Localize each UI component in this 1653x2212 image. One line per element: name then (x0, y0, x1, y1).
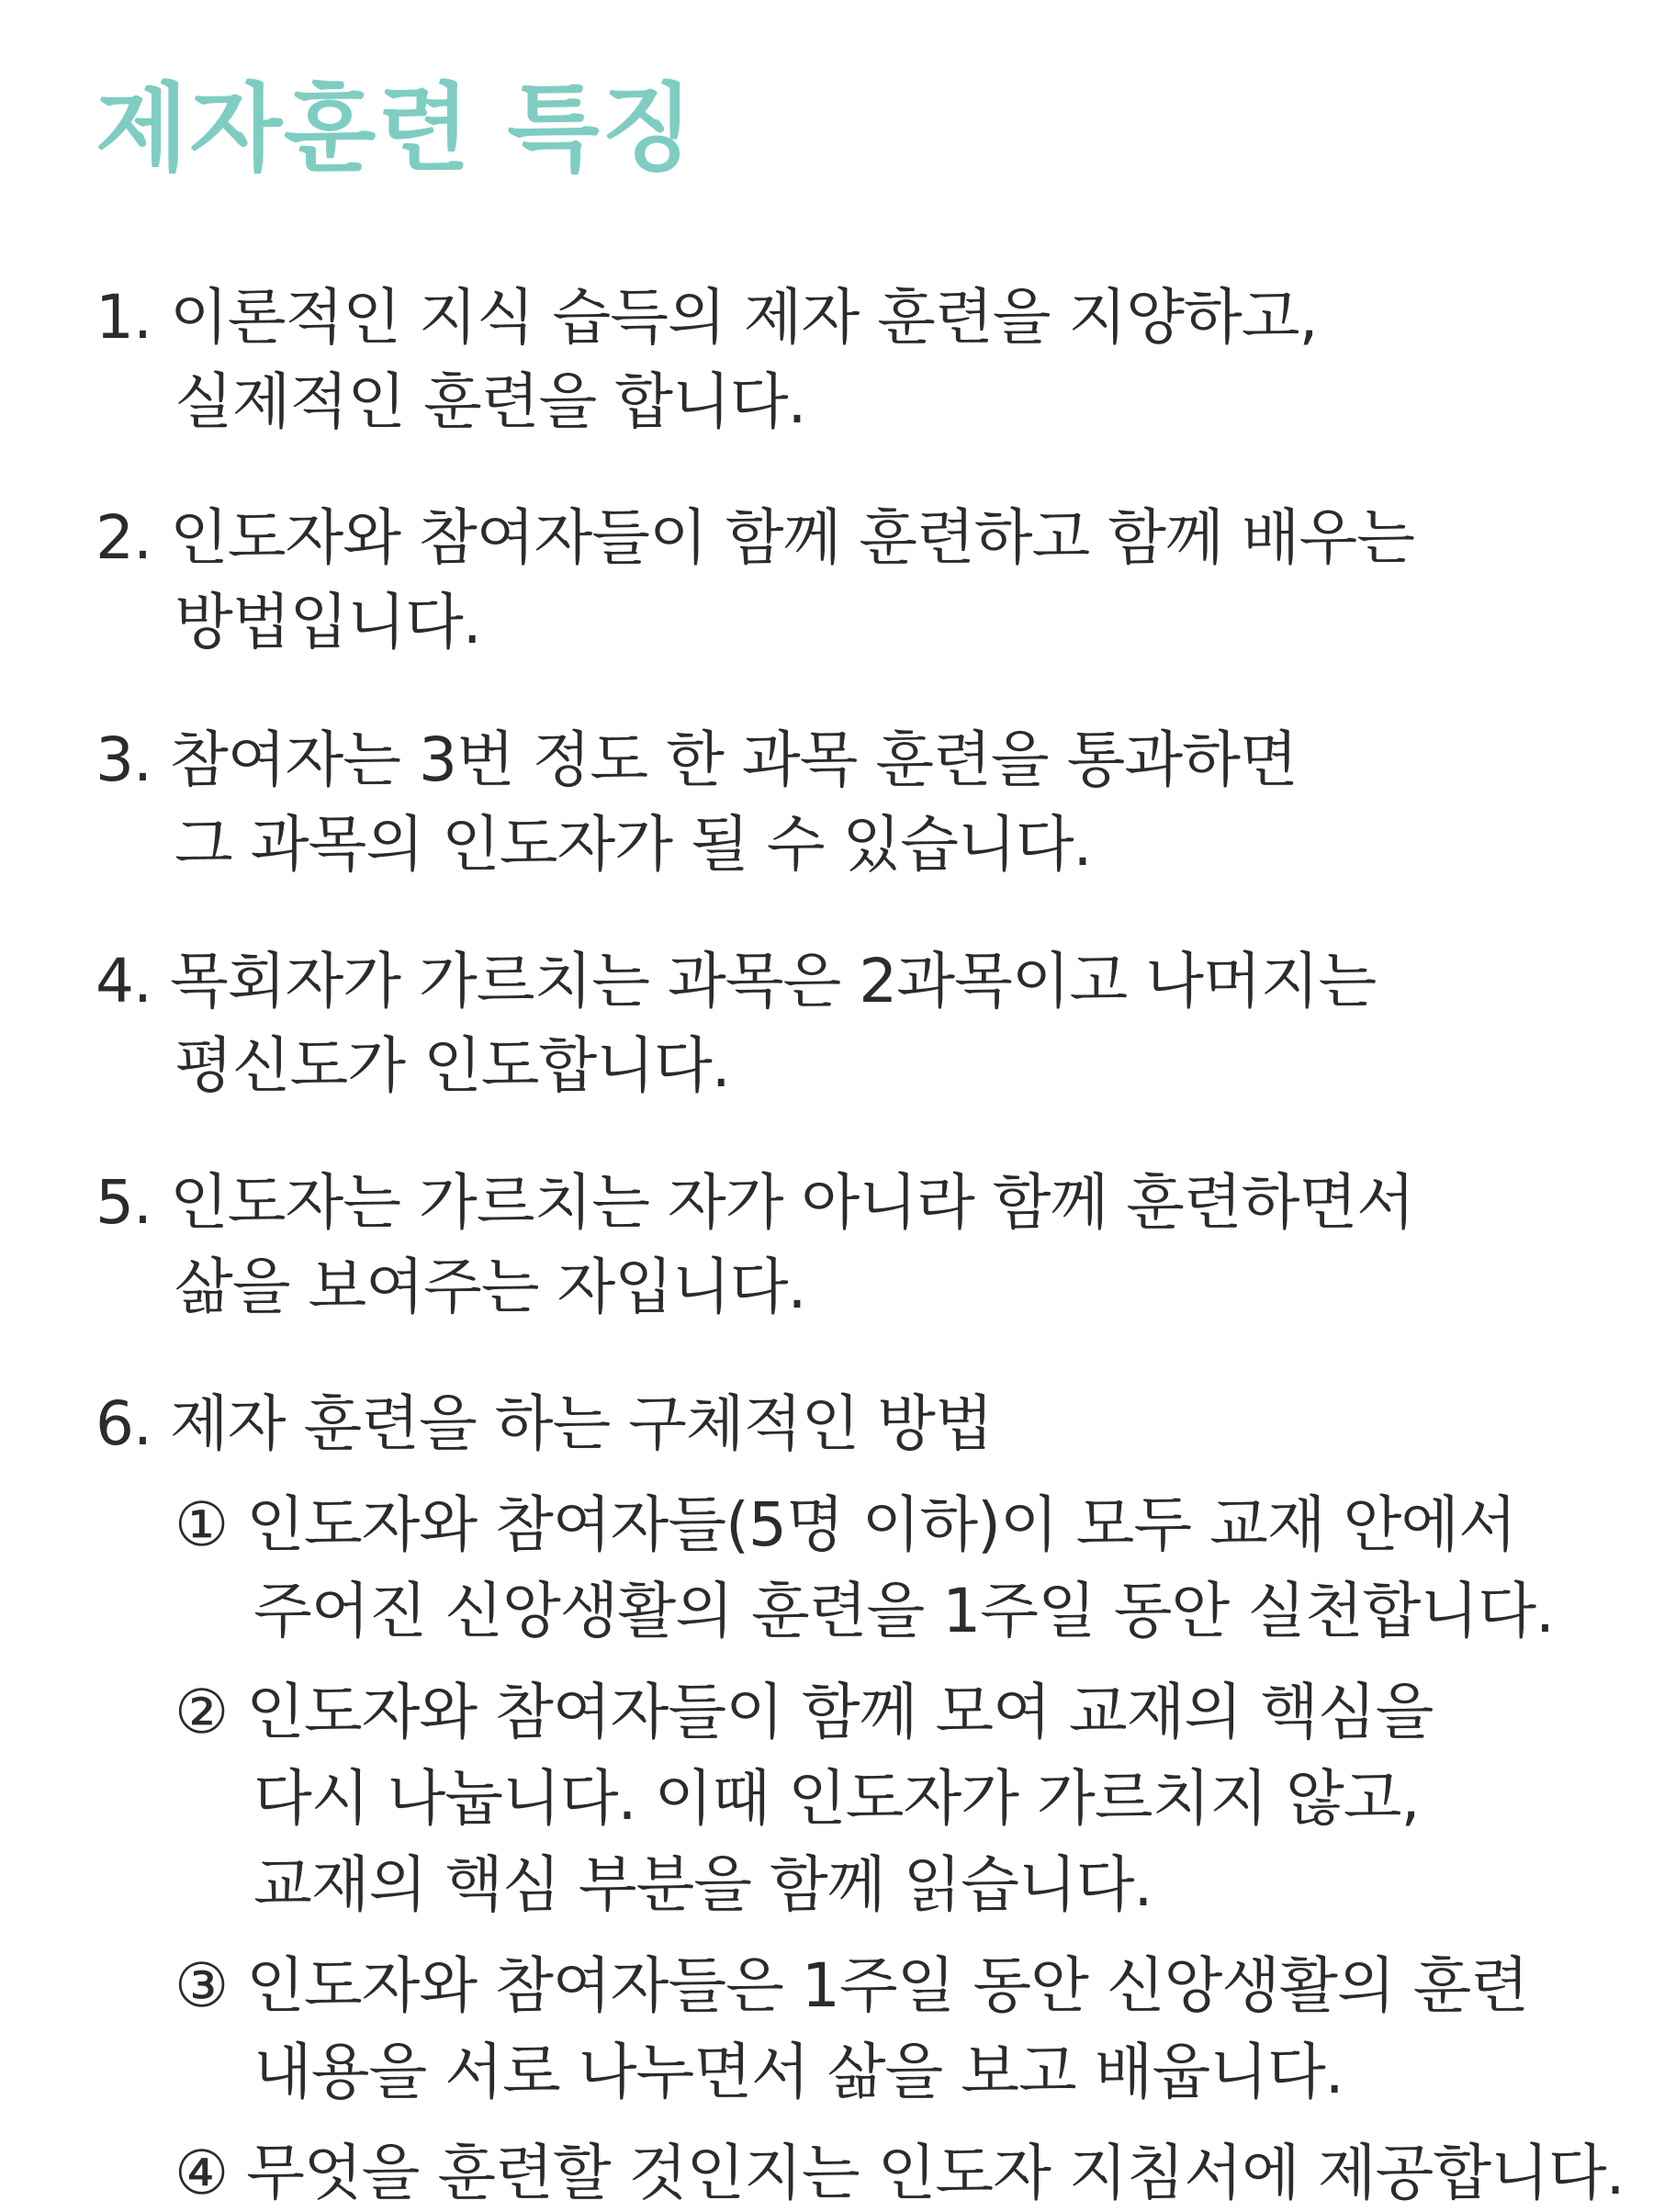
step-2-line-1: ② 인도자와 참여자들이 함께 모여 교재의 핵심을 (174, 1677, 1434, 1747)
list-item-6-line-1: 6. 제자 훈련을 하는 구체적인 방법 (96, 1388, 993, 1459)
list-item-5-line-1: 5. 인도자는 가르치는 자가 아니라 함께 훈련하면서 (96, 1167, 1414, 1238)
step-3-line-1: ③ 인도자와 참여자들은 1주일 동안 신앙생활의 훈련 (174, 1950, 1529, 2021)
step-3-line-2: 내용을 서로 나누면서 삶을 보고 배웁니다. (253, 2037, 1344, 2107)
list-item-5-line-2: 삶을 보여주는 자입니다. (174, 1252, 806, 1322)
list-item-4-line-1: 4. 목회자가 가르치는 과목은 2과목이고 나머지는 (96, 946, 1377, 1016)
list-item-4-line-2: 평신도가 인도합니다. (174, 1030, 730, 1101)
step-1-line-2: 주어진 신앙생활의 훈련을 1주일 동안 실천합니다. (253, 1576, 1554, 1646)
step-2-line-2: 다시 나눕니다. 이때 인도자가 가르치지 않고, (253, 1763, 1420, 1834)
step-4-line-1: ④ 무엇을 훈련할 것인지는 인도자 지침서에 제공합니다. (174, 2138, 1625, 2208)
list-item-2-line-2: 방법입니다. (174, 587, 481, 657)
page-title: 제자훈련 특징 (96, 73, 695, 185)
list-item-1-line-2: 실제적인 훈련을 합니다. (174, 366, 806, 437)
step-1-line-1: ① 인도자와 참여자들(5명 이하)이 모두 교재 안에서 (174, 1489, 1516, 1560)
list-item-1-line-1: 1. 이론적인 지식 습득의 제자 훈련을 지양하고, (96, 282, 1318, 353)
list-item-3-line-1: 3. 참여자는 3번 정도 한 과목 훈련을 통과하면 (96, 724, 1298, 795)
list-item-2-line-1: 2. 인도자와 참여자들이 함께 훈련하고 함께 배우는 (96, 502, 1414, 573)
list-item-3-line-2: 그 과목의 인도자가 될 수 있습니다. (174, 809, 1092, 880)
step-2-line-3: 교재의 핵심 부분을 함께 읽습니다. (253, 1849, 1153, 1920)
